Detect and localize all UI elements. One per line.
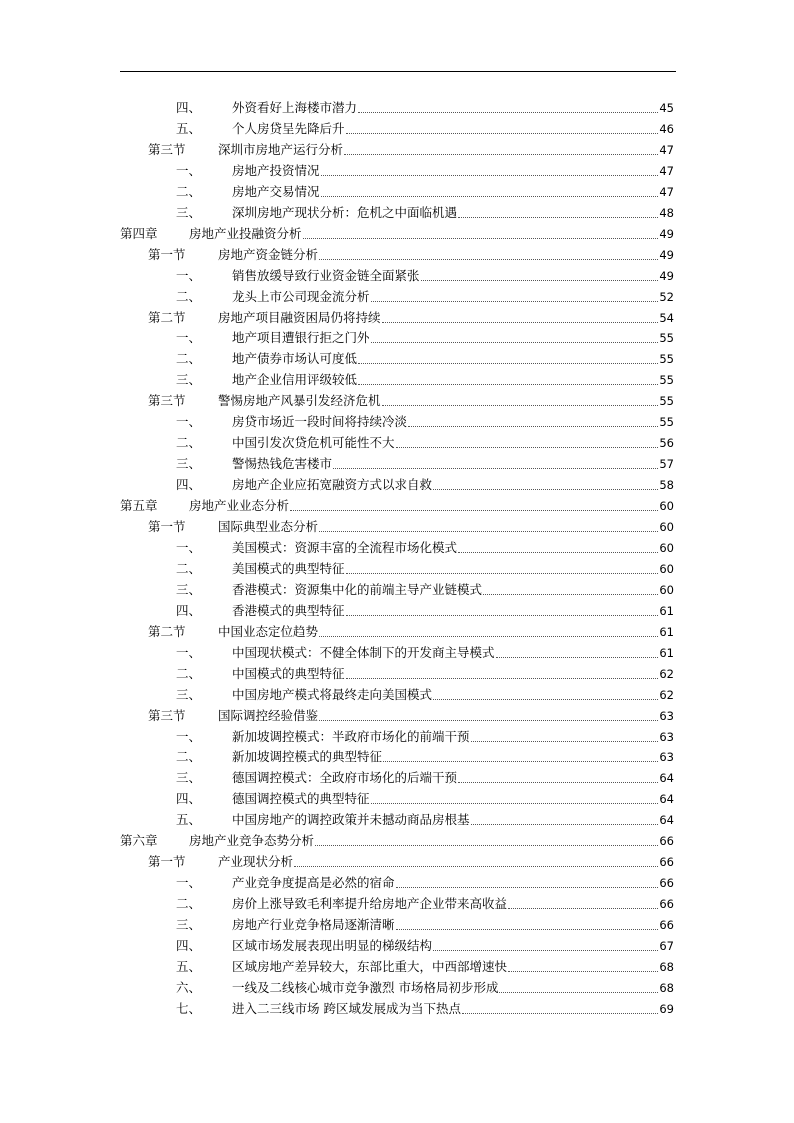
dot-leader xyxy=(358,111,658,113)
toc-entry-number: 四、 xyxy=(176,602,202,618)
toc-entry-item[interactable] xyxy=(176,117,674,137)
toc-entry-page-number: 62 xyxy=(659,666,674,681)
toc-entry-page-number: 60 xyxy=(659,582,674,597)
dot-leader xyxy=(344,153,658,155)
dot-leader xyxy=(346,572,659,574)
dot-leader xyxy=(433,949,658,951)
dot-leader xyxy=(499,991,658,993)
toc-entry-number: 四、 xyxy=(176,100,202,115)
toc-entry-item[interactable] xyxy=(176,641,674,661)
toc-entry-title: 中国业态定位趋势 xyxy=(218,623,319,639)
toc-entry-title: 房地产资金链分析 xyxy=(218,246,319,262)
toc-entry-item[interactable] xyxy=(176,578,674,598)
toc-entry-title: 一线及二线核心城市竞争激烈 市场格局初步形成 xyxy=(232,979,499,995)
toc-entry-chapter[interactable] xyxy=(120,494,674,514)
dot-leader xyxy=(346,677,659,679)
toc-entry-chapter[interactable] xyxy=(120,829,674,849)
toc-entry-title: 个人房贷呈先降后升 xyxy=(232,120,345,136)
dot-leader xyxy=(371,300,659,302)
toc-entry-page-number: 69 xyxy=(659,1001,674,1016)
toc-entry-item[interactable] xyxy=(176,787,674,807)
dot-leader xyxy=(358,362,658,364)
toc-entry-page-number: 60 xyxy=(659,499,674,514)
toc-entry-page-number: 62 xyxy=(659,687,674,702)
toc-entry-item[interactable] xyxy=(176,159,674,179)
dot-leader xyxy=(382,404,659,406)
toc-entry-page-number: 49 xyxy=(659,268,674,283)
toc-entry-number: 第三节 xyxy=(148,393,186,409)
toc-entry-number: 第一节 xyxy=(148,854,186,870)
toc-entry-number: 二、 xyxy=(176,749,202,765)
toc-entry-title: 国际典型业态分析 xyxy=(218,519,319,534)
toc-entry-page-number: 68 xyxy=(659,959,674,974)
dot-leader xyxy=(303,237,659,239)
toc-entry-item[interactable] xyxy=(176,725,674,745)
toc-entry-section[interactable] xyxy=(148,243,674,263)
toc-entry-title: 中国模式的典型特征 xyxy=(232,665,345,681)
dot-leader xyxy=(371,341,659,343)
dot-leader xyxy=(433,698,658,700)
toc-entry-title: 进入二三线市场 跨区域发展成为当下热点 xyxy=(232,1000,461,1016)
toc-entry-page-number: 66 xyxy=(659,897,674,912)
toc-entry-page-number: 64 xyxy=(659,792,674,807)
dot-leader xyxy=(294,865,658,867)
toc-entry-page-number: 66 xyxy=(659,855,674,870)
toc-entry-item[interactable] xyxy=(176,473,674,493)
toc-entry-title: 深圳市房地产运行分析 xyxy=(218,141,344,157)
toc-entry-page-number: 55 xyxy=(659,352,674,367)
toc-entry-item[interactable] xyxy=(176,683,674,703)
toc-entry-item[interactable] xyxy=(176,452,674,472)
toc-entry-number: 三、 xyxy=(176,917,202,933)
toc-entry-title: 房价上涨导致毛利率提升给房地产企业带来高收益 xyxy=(232,896,508,912)
toc-entry-item[interactable] xyxy=(176,285,674,305)
toc-entry-number: 六、 xyxy=(176,979,202,995)
toc-entry-page-number: 60 xyxy=(659,540,674,555)
toc-entry-title: 警惕热钱危害楼市 xyxy=(232,456,333,472)
toc-entry-page-number: 66 xyxy=(659,918,674,933)
toc-entry-title: 区域房地产差异较大，东部比重大，中西部增速快 xyxy=(232,958,508,974)
toc-entry-number: 三、 xyxy=(176,770,202,786)
dot-leader xyxy=(371,802,659,804)
dot-leader xyxy=(346,614,659,616)
toc-entry-title: 房地产项目融资困局仍将持续 xyxy=(218,309,381,325)
toc-entry-item[interactable] xyxy=(176,934,674,954)
toc-entry-number: 二、 xyxy=(176,288,202,304)
toc-entry-item[interactable] xyxy=(176,431,674,451)
dot-leader xyxy=(471,823,659,825)
dot-leader xyxy=(483,593,658,595)
toc-entry-item[interactable] xyxy=(176,536,674,556)
toc-entry-page-number: 47 xyxy=(659,163,674,178)
toc-entry-section[interactable] xyxy=(148,704,674,724)
toc-entry-item[interactable] xyxy=(176,976,674,996)
toc-entry-title: 龙头上市公司现金流分析 xyxy=(232,288,370,304)
toc-entry-page-number: 61 xyxy=(659,603,674,618)
toc-entry-title: 地产企业信用评级较低 xyxy=(232,372,358,388)
toc-entry-item[interactable] xyxy=(176,180,674,200)
toc-entry-number: 一、 xyxy=(176,644,202,660)
toc-entry-number: 一、 xyxy=(176,267,202,283)
toc-entry-title: 房地产业投融资分析 xyxy=(189,225,302,241)
toc-entry-page-number: 45 xyxy=(659,101,674,115)
toc-entry-number: 第三节 xyxy=(148,141,186,157)
toc-entry-section[interactable] xyxy=(148,389,674,409)
toc-entry-title: 警惕房地产风暴引发经济危机 xyxy=(218,393,381,409)
toc-entry-number: 四、 xyxy=(176,938,202,953)
dot-leader xyxy=(458,781,658,783)
dot-leader xyxy=(315,844,658,846)
toc-entry-page-number: 67 xyxy=(659,939,674,953)
dot-leader xyxy=(319,635,658,637)
toc-entry-number: 五、 xyxy=(176,812,202,828)
toc-entry-title: 房地产交易情况 xyxy=(232,183,320,199)
toc-entry-title: 中国房地产的调控政策并未撼动商品房根基 xyxy=(232,812,470,828)
toc-entry-title: 中国现状模式：不健全体制下的开发商主导模式 xyxy=(232,644,495,660)
toc-entry-item[interactable] xyxy=(176,410,674,430)
toc-entry-page-number: 55 xyxy=(659,373,674,388)
toc-entry-page-number: 58 xyxy=(659,478,674,493)
toc-entry-number: 三、 xyxy=(176,686,202,702)
toc-entry-number: 二、 xyxy=(176,351,202,367)
toc-entry-number: 一、 xyxy=(176,539,202,555)
toc-entry-section[interactable] xyxy=(148,306,674,326)
dot-leader xyxy=(471,740,659,742)
toc-entry-title: 德国调控模式：全政府市场化的后端干预 xyxy=(232,770,458,786)
toc-entry-item[interactable] xyxy=(176,808,674,828)
toc-entry-item[interactable] xyxy=(176,766,674,786)
dot-leader xyxy=(508,907,658,909)
dot-leader xyxy=(319,719,658,721)
dot-leader xyxy=(321,174,659,176)
toc-entry-page-number: 55 xyxy=(659,415,674,430)
toc-entry-page-number: 54 xyxy=(659,310,674,325)
dot-leader xyxy=(321,195,659,197)
toc-entry-title: 房贷市场近一段时间将持续冷淡 xyxy=(232,414,408,430)
toc-entry-page-number: 47 xyxy=(659,142,674,157)
toc-entry-item[interactable] xyxy=(176,955,674,975)
dot-leader xyxy=(346,132,659,134)
toc-entry-section[interactable] xyxy=(148,515,674,535)
toc-entry-page-number: 47 xyxy=(659,184,674,199)
toc-entry-number: 二、 xyxy=(176,665,202,681)
dot-leader xyxy=(462,1012,658,1014)
toc-entry-number: 一、 xyxy=(176,330,202,346)
toc-entry-page-number: 55 xyxy=(659,331,674,346)
toc-entry-item[interactable] xyxy=(176,745,674,765)
toc-entry-section[interactable] xyxy=(148,850,674,870)
toc-entry-number: 第一节 xyxy=(148,519,186,534)
toc-entry-item[interactable] xyxy=(176,871,674,891)
toc-entry-number: 一、 xyxy=(176,162,202,178)
toc-entry-title: 中国引发次贷危机可能性不大 xyxy=(232,435,395,451)
toc-entry-number: 一、 xyxy=(176,414,202,430)
toc-entry-item[interactable] xyxy=(176,892,674,912)
toc-entry-page-number: 68 xyxy=(659,980,674,995)
toc-entry-title: 产业现状分析 xyxy=(218,854,294,870)
toc-entry-page-number: 63 xyxy=(659,750,674,765)
toc-entry-number: 第三节 xyxy=(148,707,186,723)
toc-entry-number: 第一节 xyxy=(148,246,186,262)
dot-leader xyxy=(383,760,658,762)
toc-entry-page-number: 64 xyxy=(659,771,674,786)
toc-entry-page-number: 66 xyxy=(659,876,674,891)
dot-leader xyxy=(496,656,659,658)
toc-entry-number: 二、 xyxy=(176,435,202,451)
toc-entry-item[interactable] xyxy=(176,368,674,388)
toc-entry-title: 深圳房地产现状分析：危机之中面临机遇 xyxy=(232,204,458,220)
toc-entry-title: 房地产业业态分析 xyxy=(189,498,290,514)
toc-entry-title: 美国模式：资源丰富的全流程市场化模式 xyxy=(232,539,458,555)
header-rule xyxy=(120,71,676,72)
toc-entry-number: 第二节 xyxy=(148,309,186,325)
dot-leader xyxy=(433,488,658,490)
toc-entry-title: 房地产行业竞争格局逐渐清晰 xyxy=(232,917,395,933)
toc-entry-title: 新加坡调控模式：半政府市场化的前端干预 xyxy=(232,728,470,744)
dot-leader xyxy=(319,530,658,532)
toc-entry-page-number: 63 xyxy=(659,708,674,723)
toc-entry-item[interactable] xyxy=(176,347,674,367)
toc-entry-item[interactable] xyxy=(176,201,674,221)
toc-entry-section[interactable] xyxy=(148,138,674,158)
toc-entry-number: 第二节 xyxy=(148,623,186,639)
toc-entry-page-number: 63 xyxy=(659,729,674,744)
toc-entry-item[interactable] xyxy=(176,557,674,577)
toc-entry-title: 房地产投资情况 xyxy=(232,162,320,178)
toc-entry-page-number: 49 xyxy=(659,247,674,262)
toc-entry-item[interactable] xyxy=(176,326,674,346)
toc-entry-number: 三、 xyxy=(176,204,202,220)
toc-entry-title: 新加坡调控模式的典型特征 xyxy=(232,749,383,765)
toc-entry-number: 三、 xyxy=(176,581,202,597)
toc-entry-number: 四、 xyxy=(176,791,202,807)
toc-entry-page-number: 55 xyxy=(659,394,674,409)
toc-entry-title: 产业竞争度提高是必然的宿命 xyxy=(232,875,395,891)
toc-entry-item[interactable] xyxy=(176,913,674,933)
toc-entry-title: 销售放缓导致行业资金链全面紧张 xyxy=(232,267,420,283)
toc-entry-number: 第六章 xyxy=(120,833,158,849)
dot-leader xyxy=(333,467,658,469)
toc-entry-title: 地产债券市场认可度低 xyxy=(232,351,358,367)
dot-leader xyxy=(421,279,659,281)
toc-entry-number: 一、 xyxy=(176,728,202,744)
toc-entry-number: 四、 xyxy=(176,477,202,493)
toc-entry-title: 外资看好上海楼市潜力 xyxy=(232,100,358,115)
toc-entry-title: 中国房地产模式将最终走向美国模式 xyxy=(232,686,433,702)
toc-entry-number: 一、 xyxy=(176,875,202,891)
toc-entry-title: 德国调控模式的典型特征 xyxy=(232,791,370,807)
dot-leader xyxy=(290,509,658,511)
dot-leader xyxy=(396,886,659,888)
dot-leader xyxy=(358,383,658,385)
toc-entry-page-number: 48 xyxy=(659,205,674,220)
dot-leader xyxy=(319,258,658,260)
toc-entry-number: 二、 xyxy=(176,183,202,199)
toc-entry-number: 第四章 xyxy=(120,225,158,241)
toc-entry-section[interactable] xyxy=(148,620,674,640)
toc-entry-title: 美国模式的典型特征 xyxy=(232,560,345,576)
toc-entry-number: 三、 xyxy=(176,372,202,388)
dot-leader xyxy=(408,425,658,427)
toc-entry-title: 房地产企业应拓宽融资方式以求自救 xyxy=(232,477,433,493)
toc-entry-number: 第五章 xyxy=(120,498,158,514)
toc-entry-page-number: 64 xyxy=(659,813,674,828)
toc-entry-page-number: 57 xyxy=(659,457,674,472)
toc-entry-page-number: 66 xyxy=(659,834,674,849)
toc-entry-page-number: 61 xyxy=(659,645,674,660)
toc-entry-title: 区域市场发展表现出明显的梯级结构 xyxy=(232,938,433,953)
toc-entry-page-number: 52 xyxy=(659,289,674,304)
toc-entry-number: 二、 xyxy=(176,560,202,576)
toc-entry-title: 房地产业竞争态势分析 xyxy=(189,833,315,849)
toc-entry-number: 二、 xyxy=(176,896,202,912)
toc-entry-number: 五、 xyxy=(176,120,202,136)
toc-entry-title: 香港模式：资源集中化的前端主导产业链模式 xyxy=(232,581,483,597)
toc-entry-page-number: 56 xyxy=(659,436,674,451)
dot-leader xyxy=(458,551,658,553)
toc-entry-number: 七、 xyxy=(176,1000,202,1016)
toc-entry-page-number: 49 xyxy=(659,226,674,241)
dot-leader xyxy=(396,446,659,448)
toc-entry-item[interactable] xyxy=(176,997,674,1017)
toc-entry-title: 国际调控经验借鉴 xyxy=(218,707,319,723)
dot-leader xyxy=(396,928,659,930)
toc-entry-page-number: 60 xyxy=(659,520,674,534)
toc-entry-item[interactable] xyxy=(176,599,674,619)
toc-entry-number: 三、 xyxy=(176,456,202,472)
dot-leader xyxy=(458,216,658,218)
toc-entry-page-number: 61 xyxy=(659,624,674,639)
toc-entry-item[interactable] xyxy=(176,264,674,284)
toc-entry-item[interactable] xyxy=(176,96,674,116)
toc-entry-title: 地产项目遭银行拒之门外 xyxy=(232,330,370,346)
toc-entry-title: 香港模式的典型特征 xyxy=(232,602,345,618)
toc-entry-number: 五、 xyxy=(176,958,202,974)
toc-entry-chapter[interactable] xyxy=(120,222,674,242)
toc-entry-item[interactable] xyxy=(176,662,674,682)
toc-entry-page-number: 46 xyxy=(659,121,674,136)
dot-leader xyxy=(508,970,658,972)
dot-leader xyxy=(382,321,659,323)
toc-entry-page-number: 60 xyxy=(659,561,674,576)
